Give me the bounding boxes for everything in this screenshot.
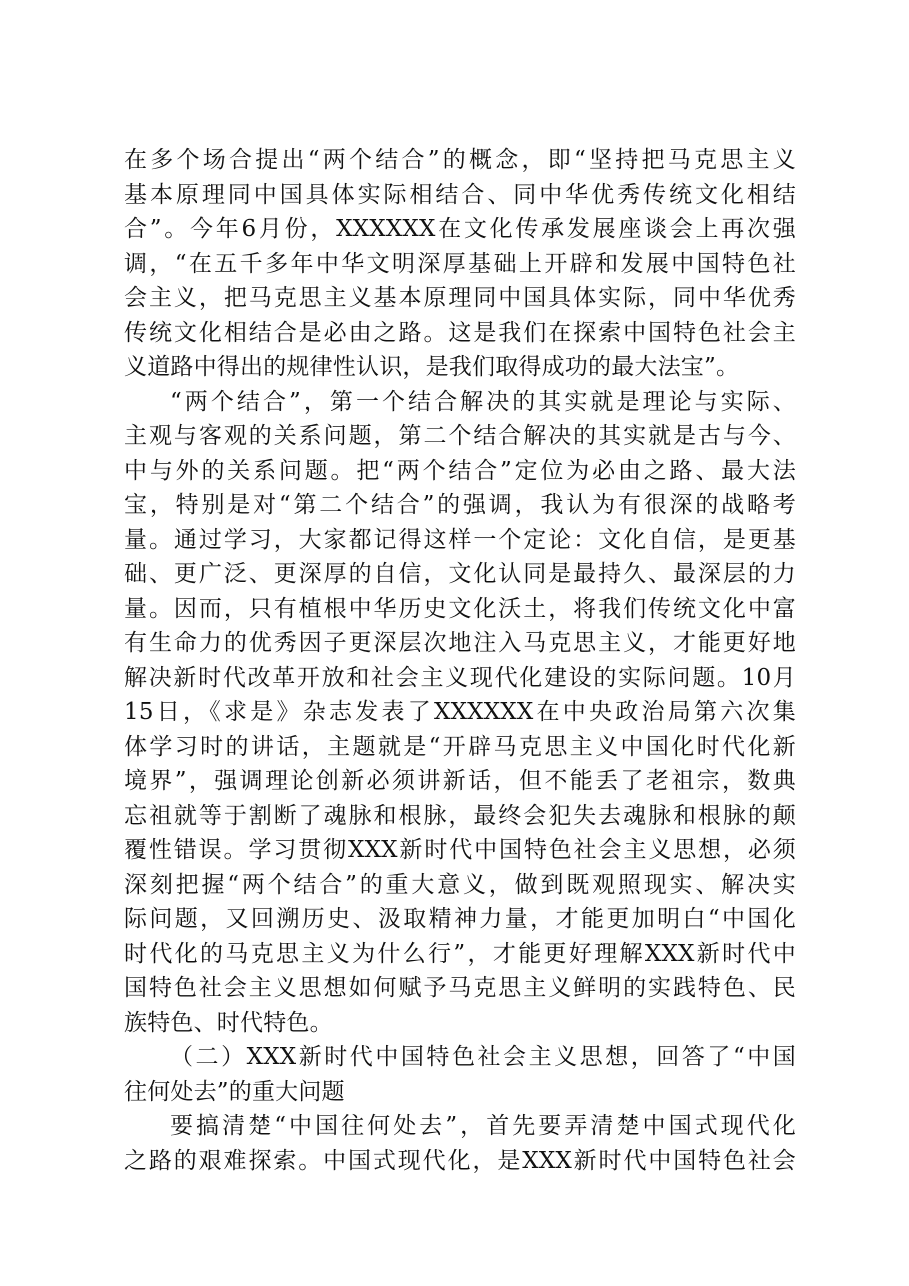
text-line: 在多个场合提出“两个结合”的概念，即“坚持把马克思主义 (124, 147, 796, 173)
paragraph-first-line: “两个结合”，第一个结合解决的其实就是理论与实际、 (170, 388, 796, 415)
text-line: 际问题，又回溯历史、汲取精神力量，才能更加明白“中国化 (124, 906, 796, 932)
text-line: 宝，特别是对“第二个结合”的强调，我认为有很深的战略考 (124, 492, 796, 518)
text-line: 覆性错误。学习贯彻XXX新时代中国特色社会主义思想，必须 (124, 837, 796, 863)
text-line: 忘祖就等于割断了魂脉和根脉，最终会犯失去魂脉和根脉的颠 (124, 802, 796, 829)
text-line: 量。因而，只有植根中华历史文化沃土，将我们传统文化中富 (124, 595, 796, 622)
text-line: 境界”，强调理论创新必须讲新话，但不能丢了老祖宗，数典 (124, 768, 796, 794)
text-line: 传统文化相结合是必由之路。这是我们在探索中国特色社会主 (124, 319, 796, 346)
text-line: 解决新时代改革开放和社会主义现代化建设的实际问题。10月 (124, 664, 796, 691)
text-line: 时代化的马克思主义为什么行”，才能更好理解XXX新时代中 (124, 940, 796, 967)
text-line: 调，“在五千多年中华文明深厚基础上开辟和发展中国特色社 (124, 250, 796, 277)
document-page (124, 143, 796, 1178)
text-line: 主观与客观的关系问题，第二个结合解决的其实就是古与今、 (124, 423, 796, 449)
text-line: 深刻把握“两个结合”的重大意义，做到既观照现实、解决实 (124, 871, 796, 898)
text-line: 中与外的关系问题。把“两个结合”定位为必由之路、最大法 (124, 457, 796, 484)
text-line: 有生命力的优秀因子更深层次地注入马克思主义，才能更好地 (124, 630, 796, 656)
text-line: 国特色社会主义思想如何赋予马克思主义鲜明的实践特色、民 (124, 975, 796, 1001)
text-line: 15日，《求是》杂志发表了XXXXXX在中央政治局第六次集 (124, 699, 796, 725)
section-heading: （二）XXX新时代中国特色社会主义思想，回答了“中国 (170, 1044, 796, 1070)
text-line: 会主义，把马克思主义基本原理同中国具体实际，同中华优秀 (124, 285, 796, 311)
text-line: 之路的艰难探索。中国式现代化，是XXX新时代中国特色社会 (124, 1147, 796, 1174)
paragraph-first-line: 要搞清楚“中国往何处去”，首先要弄清楚中国式现代化 (170, 1113, 796, 1139)
section-heading-continued: 往何处去”的重大问题 (124, 1078, 345, 1105)
text-line: 础、更广泛、更深厚的自信，文化认同是最持久、最深层的力 (124, 561, 796, 587)
text-line: 义道路中得出的规律性认识，是我们取得成功的最大法宝”。 (124, 354, 740, 380)
text-line: 体学习时的讲话，主题就是“开辟马克思主义中国化时代化新 (124, 733, 796, 760)
text-line: 族特色、时代特色。 (124, 1009, 333, 1036)
text-line: 合”。今年6月份，XXXXXX在文化传承发展座谈会上再次强 (124, 216, 796, 242)
text-line: 量。通过学习，大家都记得这样一个定论：文化自信，是更基 (124, 526, 796, 553)
text-line: 基本原理同中国具体实际相结合、同中华优秀传统文化相结 (124, 181, 796, 208)
